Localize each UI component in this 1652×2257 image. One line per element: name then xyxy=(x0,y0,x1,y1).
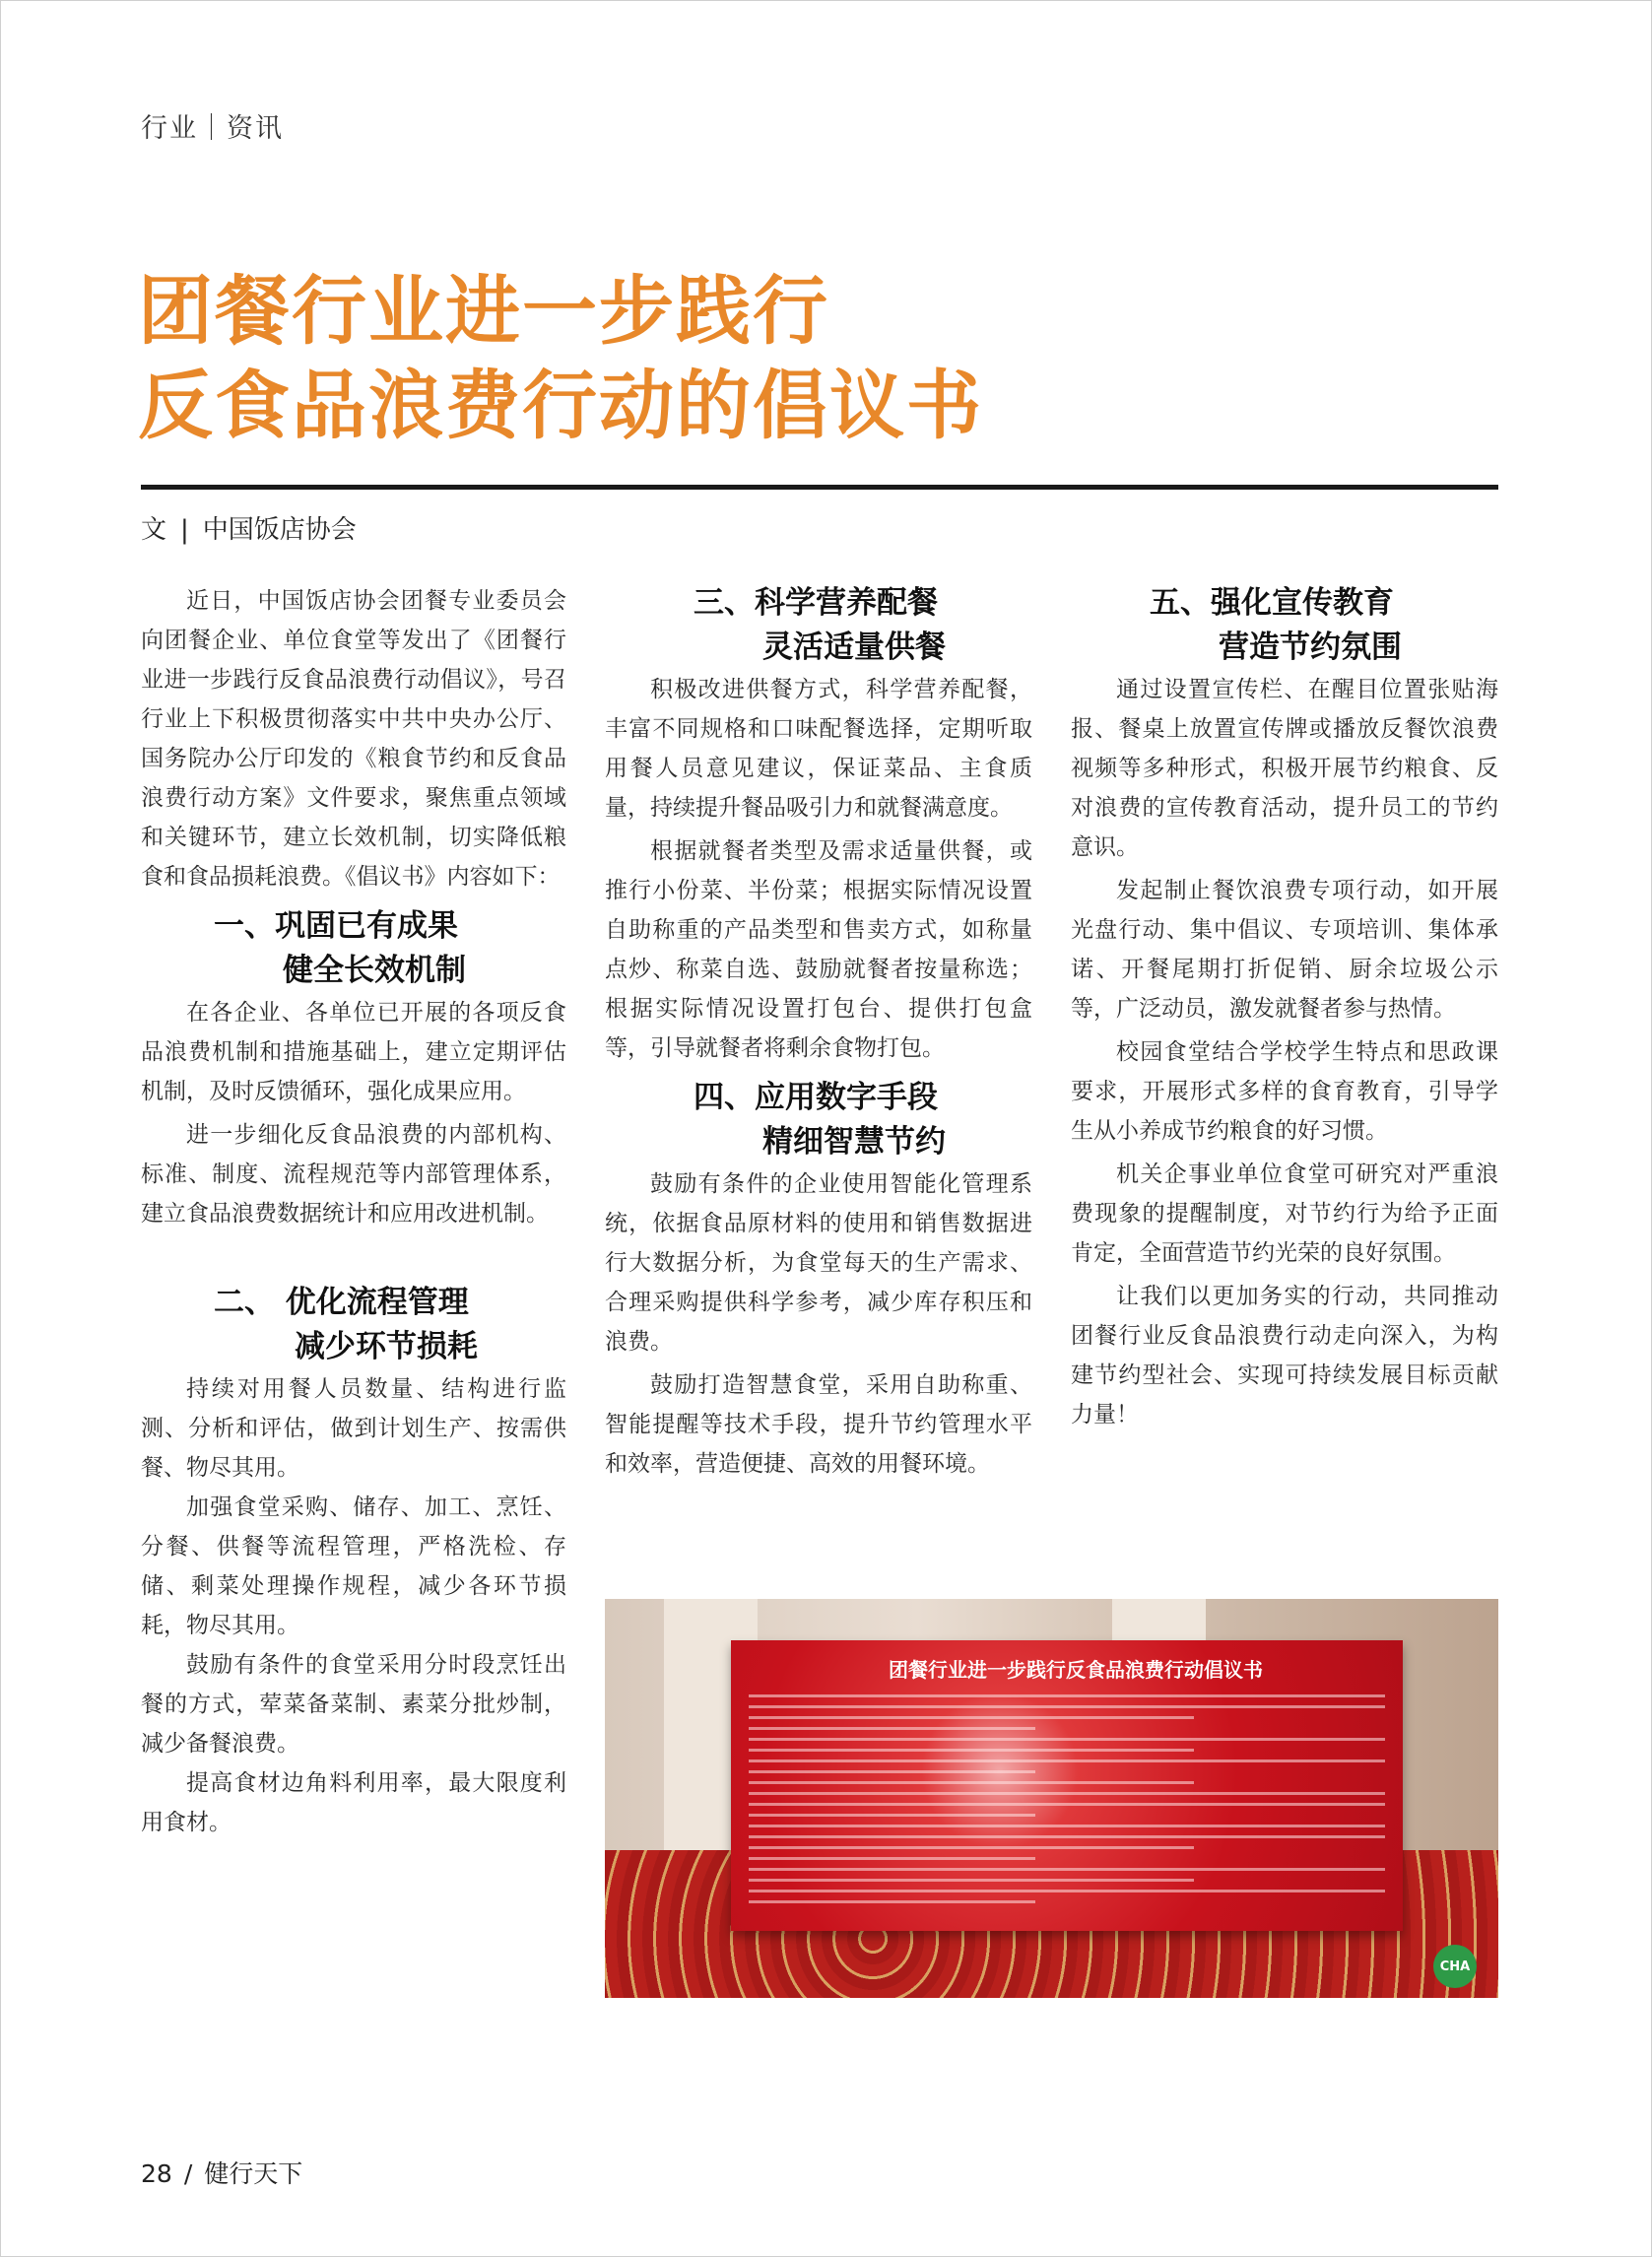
column-2 xyxy=(605,581,1032,1484)
heading-4 xyxy=(605,1076,1032,1164)
byline-author: 中国饭店协会 xyxy=(202,515,357,545)
event-photo xyxy=(605,1599,1498,1998)
paragraph: 积极改进供餐方式，科学营养配餐，丰富不同规格和口味配餐选择，定期听取用餐人员意见建议，保证菜品、主食质量，持续提升餐品吸引力和就餐满意度。 xyxy=(605,677,1032,821)
page-footer xyxy=(141,2155,302,2190)
heading-4-line-1: 四、应用数字手段 xyxy=(694,1080,938,1115)
initiative-board xyxy=(731,1640,1403,1931)
heading-4-line-2: 精细智慧节约 xyxy=(762,1124,946,1160)
heading-1-line-1: 一、巩固已有成果 xyxy=(214,908,458,944)
paragraph: 机关企事业单位食堂可研究对严重浪费现象的提醒制度，对节约行为给予正面肯定，全面营造节约光荣的良好氛围。 xyxy=(1071,1162,1498,1266)
paragraph: 持续对用餐人员数量、结构进行监测、分析和评估，做到计划生产、按需供餐、物尽其用。 xyxy=(141,1376,566,1481)
paragraph: 加强食堂采购、储存、加工、烹饪、分餐、供餐等流程管理，严格洗检、存储、剩菜处理操作规程，减少各环节损耗，物尽其用。 xyxy=(141,1494,566,1638)
byline-separator: | xyxy=(180,515,189,545)
title-line-1: 团餐行业进一步践行 xyxy=(138,267,829,355)
board-title: 团餐行业进一步践行反食品浪费行动倡议书 xyxy=(889,1658,1263,1682)
footer-separator: / xyxy=(183,2159,193,2188)
section-tag: 行业｜资讯 xyxy=(141,113,284,144)
board-text-lines xyxy=(749,1694,1385,1911)
heading-2 xyxy=(141,1281,566,1369)
column-1 xyxy=(141,581,566,1842)
heading-1 xyxy=(141,904,566,993)
heading-5-line-1: 五、强化宣传教育 xyxy=(1150,585,1394,621)
heading-5-line-2: 营造节约氛围 xyxy=(1219,630,1402,665)
paragraph: 提高食材边角料利用率，最大限度利用食材。 xyxy=(141,1770,566,1835)
heading-3-line-1: 三、科学营养配餐 xyxy=(694,585,938,621)
paragraph: 鼓励打造智慧食堂，采用自助称重、智能提醒等技术手段，提升节约管理水平和效率，营造便捷、高效的用餐环境。 xyxy=(605,1372,1032,1477)
paragraph: 鼓励有条件的食堂采用分时段烹饪出餐的方式，荤菜备菜制、素菜分批炒制，减少备餐浪费。 xyxy=(141,1652,566,1757)
paragraph: 根据就餐者类型及需求适量供餐，或推行小份菜、半份菜；根据实际情况设置自助称重的产品类型和售卖方式，如称量点炒、称菜自选、鼓励就餐者按量称选；根据实际情况设置打包台、提供打包盒等，引导就餐者将剩余食物打包。 xyxy=(605,838,1032,1061)
page-number: 28 xyxy=(141,2159,172,2188)
paragraph: 进一步细化反食品浪费的内部机构、标准、制度、流程规范等内部管理体系，建立食品浪费数据统计和应用改进机制。 xyxy=(141,1122,566,1227)
byline-prefix: 文 xyxy=(141,515,167,545)
heading-2-line-2: 减少环节损耗 xyxy=(295,1329,478,1364)
title-divider xyxy=(141,485,1498,490)
paragraph: 发起制止餐饮浪费专项行动，如开展光盘行动、集中倡议、专项培训、集体承诺、开餐尾期打折促销、厨余垃圾公示等，广泛动员，激发就餐者参与热情。 xyxy=(1071,878,1498,1022)
heading-3 xyxy=(605,581,1032,670)
paragraph: 让我们以更加务实的行动，共同推动团餐行业反食品浪费行动走向深入，为构建节约型社会、实现可持续发展目标贡献力量！ xyxy=(1071,1284,1498,1427)
cha-logo-icon: CHA xyxy=(1433,1945,1477,1988)
column-3 xyxy=(1071,581,1498,1434)
byline xyxy=(141,509,357,546)
heading-1-line-2: 健全长效机制 xyxy=(283,953,466,988)
paragraph: 通过设置宣传栏、在醒目位置张贴海报、餐桌上放置宣传牌或播放反餐饮浪费视频等多种形式，积极开展节约粮食、反对浪费的宣传教育活动，提升员工的节约意识。 xyxy=(1071,677,1498,860)
article-title xyxy=(138,264,983,453)
paragraph: 校园食堂结合学校学生特点和思政课要求，开展形式多样的食育教育，引导学生从小养成节约粮食的好习惯。 xyxy=(1071,1039,1498,1144)
title-line-2: 反食品浪费行动的倡议书 xyxy=(138,362,983,449)
heading-5 xyxy=(1071,581,1498,670)
paragraph: 鼓励有条件的企业使用智能化管理系统，依据食品原材料的使用和销售数据进行大数据分析，为食堂每天的生产需求、合理采购提供科学参考，减少库存积压和浪费。 xyxy=(605,1171,1032,1355)
intro-paragraph: 近日，中国饭店协会团餐专业委员会向团餐企业、单位食堂等发出了《团餐行业进一步践行反食品浪费行动倡议》，号召行业上下积极贯彻落实中共中央办公厅、国务院办公厅印发的《粮食节约和反食品浪费行动方案》文件要求，聚焦重点领域和关键环节，建立长效机制，切实降低粮食和食品损耗浪费。《倡议书》内容如下： xyxy=(141,588,566,890)
paragraph: 在各企业、各单位已开展的各项反食品浪费机制和措施基础上，建立定期评估机制，及时反馈循环，强化成果应用。 xyxy=(141,1000,566,1104)
magazine-name: 健行天下 xyxy=(204,2159,303,2188)
heading-3-line-2: 灵活适量供餐 xyxy=(762,630,946,665)
heading-2-line-1: 二、 优化流程管理 xyxy=(214,1285,469,1320)
